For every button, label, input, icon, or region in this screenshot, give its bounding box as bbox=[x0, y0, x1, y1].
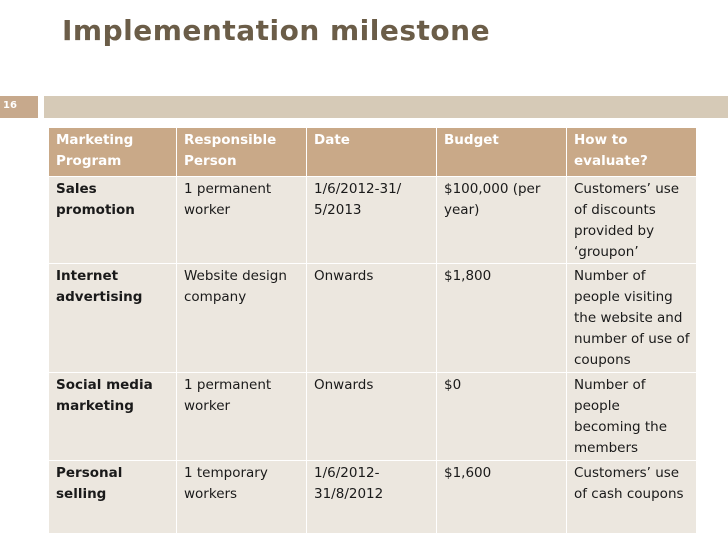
table-row bbox=[49, 177, 697, 264]
cell-date: 1/6/2012-31/ 5/2013 bbox=[307, 177, 437, 264]
cell-evaluation: Number of people visiting the website and number of use of coupons bbox=[567, 264, 697, 373]
table-row bbox=[49, 264, 697, 373]
cell-evaluation: Customers’ use of cash coupons bbox=[567, 461, 697, 534]
cell-program: Personal selling bbox=[49, 461, 177, 534]
slide-title: Implementation milestone bbox=[62, 14, 491, 47]
header-date: Date bbox=[307, 128, 437, 177]
cell-date: Onwards bbox=[307, 373, 437, 461]
cell-date: Onwards bbox=[307, 264, 437, 373]
table-row bbox=[49, 373, 697, 461]
header-budget: Budget bbox=[437, 128, 567, 177]
cell-person: 1 temporary workers bbox=[177, 461, 307, 534]
header-how-to-evaluate: How to evaluate? bbox=[567, 128, 697, 177]
cell-budget: $100,000 (per year) bbox=[437, 177, 567, 264]
cell-evaluation: Number of people becoming the members bbox=[567, 373, 697, 461]
cell-person: Website design company bbox=[177, 264, 307, 373]
table-row bbox=[49, 461, 697, 534]
milestone-table bbox=[48, 127, 697, 534]
cell-budget: $1,600 bbox=[437, 461, 567, 534]
header-responsible-person: Responsible Person bbox=[177, 128, 307, 177]
cell-person: 1 permanent worker bbox=[177, 177, 307, 264]
cell-program: Sales promotion bbox=[49, 177, 177, 264]
cell-program: Internet advertising bbox=[49, 264, 177, 373]
cell-budget: $1,800 bbox=[437, 264, 567, 373]
cell-program: Social media marketing bbox=[49, 373, 177, 461]
cell-evaluation: Customers’ use of discounts provided by ‘groupon’ bbox=[567, 177, 697, 264]
cell-budget: $0 bbox=[437, 373, 567, 461]
cell-person: 1 permanent worker bbox=[177, 373, 307, 461]
slide-number: 16 bbox=[3, 100, 17, 111]
decorative-strip bbox=[44, 96, 728, 118]
cell-date: 1/6/2012- 31/8/2012 bbox=[307, 461, 437, 534]
table-header-row bbox=[49, 128, 697, 177]
slide-number-bar bbox=[0, 96, 728, 118]
slide-number-box bbox=[0, 96, 38, 118]
header-marketing-program: Marketing Program bbox=[49, 128, 177, 177]
